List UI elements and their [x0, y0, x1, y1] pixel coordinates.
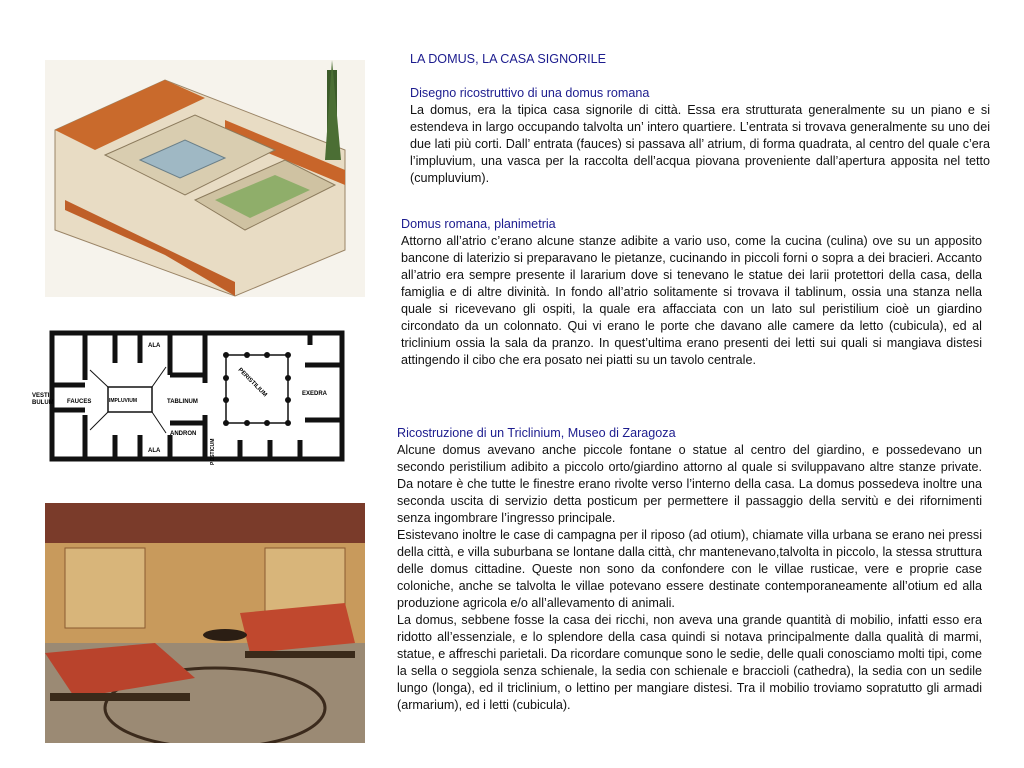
caption-triclinium: Ricostruzione di un Triclinium, Museo di Zaragoza — [397, 426, 676, 440]
plan-label-vestibulum: VESTI — [32, 393, 50, 399]
section-domus-intro — [410, 51, 990, 187]
triclinium-photo — [45, 503, 365, 743]
page-title: LA DOMUS, LA CASA SIGNORILE — [410, 52, 606, 66]
plan-label-fauces: FAUCES — [67, 399, 92, 405]
plan-label-exedra: EXEDRA — [302, 391, 328, 397]
plan-label-posticum: POSTICUM — [210, 438, 216, 465]
domus-reconstruction-image — [45, 60, 365, 297]
caption-reconstruction: Disegno ricostruttivo di una domus romana — [410, 86, 650, 100]
paragraph-gardens: Alcune domus avevano anche piccole fontane o statue al centro del giardino, e possedevano un secondo peristilium adibito a piccolo orto/giardino attorno al quale si sviluppavano altre stanze private. Da notare è che tutte le finestre erano rivolte verso l’interno della casa. La domus possedeva inoltre una seconda uscita di servizio detta posticum per permettere il passaggio della servitù e dei rifornimenti senza ingombrare l’ingresso principale. — [397, 443, 982, 525]
plan-label-ala-top: ALA — [148, 343, 161, 349]
domus-floor-plan — [30, 325, 348, 468]
plan-label-vestibulum-2: BULUM — [32, 400, 54, 406]
caption-floor-plan: Domus romana, planimetria — [401, 217, 556, 231]
plan-label-impluvium: IMPLUVIUM — [109, 398, 138, 404]
paragraph-villas: Esistevano inoltre le case di campagna per il riposo (ad otium), chiamate villa urbana se erano nei pressi della città, e villa suburbana se lontane dalla città, chr mantenevano,talvolta in piccolo, la stessa struttura delle domus cittadine. Queste non sono da confondere con le villae rusticae, vere e proprie case coloniche, anche se talvolta le villae potevano essere destinate contemporaneamente all’otium ed alla produzione agricola e/o all’allevamento di animali. — [397, 528, 982, 610]
paragraph-domus-intro: La domus, era la tipica casa signorile di città. Essa era strutturata generalmente su un piano e si estendeva in largo occupando talvolta un’ intero quartiere. L’entrata si trovava generalmente su uno dei due lati più corti. Dall’ entrata (fauces) si passava all’ atrium, di forma quadrata, al centro del quale c’era l’impluvium, una vasca per la raccolta dell’acqua piovana proveniente dall’apertura apposita nel tetto (cumpluvium). — [410, 103, 990, 185]
plan-label-peristilium: PERISTILIUM — [236, 367, 268, 399]
paragraph-furniture: La domus, sebbene fosse la casa dei ricchi, non aveva una grande quantità di mobilio, infatti esso era ridotto all’essenziale, e lo splendore della casa quindi si notava principalmente dalla qualità di marmi, statue, e affreschi parietali. Da ricordare comunque sono le sedie, delle quali conosciamo molti tipi, come la sella o seggiola senza schienale, la sedia con schienale e braccioli (cathedra), la sedia con un sedile lungo (longa), ed il triclinium, o lettino per mangiare distesi. Tra il mobilio troviamo sopratutto gli armadi (armarium), ed i letti (cubicula). — [397, 613, 982, 712]
section-triclinium — [397, 425, 982, 714]
plan-label-ala-bottom: ALA — [148, 448, 161, 454]
section-floor-plan — [401, 216, 982, 369]
paragraph-atrium-rooms: Attorno all’atrio c’erano alcune stanze adibite a vario uso, come la cucina (culina) ove su un apposito bancone di laterizio si preparavano le pietanze, cucinando in piccoli forni o sopra a dei bracieri. Accanto all’atrio era sempre presente il lararium dove si tenevano le statue dei larii protettori della casa, della famiglia e di altre divinità. In fondo all’atrio solitamente si trovava il tablinum, ossia una stanza nella quale si ricevevano gli ospiti, la quale era affacciata con un lato sul peristilium cioè un giardino circondato da un colonnato. Qui vi erano le porte che davano alle camere da letto (cubicula), ed al triclinium ossia la sala da pranzo. In quest’ultima erano presenti dei letti sui quali si mangiava distesi attingendo il cibo che era posato nei piatti su un tavolo centrale. — [401, 234, 982, 367]
plan-label-andron: ANDRON — [170, 431, 197, 437]
plan-label-tablinum: TABLINUM — [167, 399, 198, 405]
